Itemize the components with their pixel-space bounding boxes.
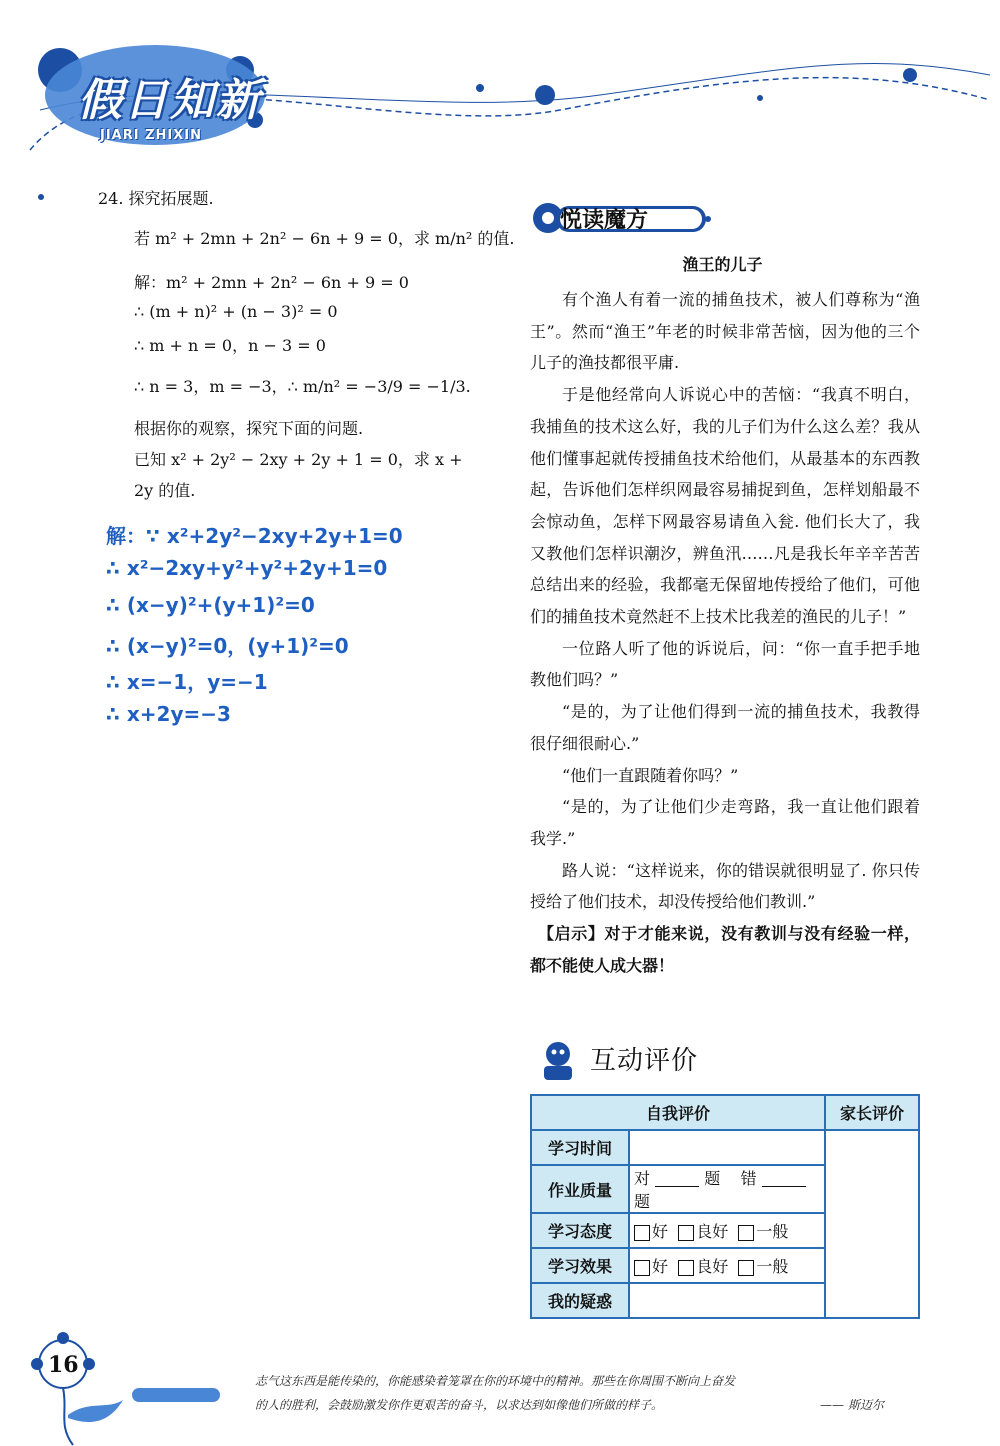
solution-line-3: ∴ m + n = 0，n − 3 = 0 <box>134 336 326 355</box>
option-label: 良好 <box>696 1222 729 1241</box>
solution-line-1: 解：m² + 2mn + 2n² − 6n + 9 = 0 <box>134 273 409 292</box>
story-insight: 【启示】对于才能来说，没有教训与没有经验一样，都不能使人成大器！ <box>530 924 920 975</box>
problem-number: 24. 探究拓展题. <box>98 189 214 208</box>
bullet-dot <box>38 194 44 200</box>
question-unit: 题 <box>634 1192 651 1211</box>
problem-task-line-2: 2y 的值. <box>134 481 196 500</box>
footer-quote-line-2: 的人的胜利，会鼓励激发你作更艰苦的奋斗，以求达到如像他们所做的样子。 <box>255 1398 664 1412</box>
wrong-label: 错 <box>740 1169 757 1188</box>
evaluation-table <box>530 1094 920 1319</box>
checkbox-fine[interactable] <box>678 1225 694 1241</box>
flower-icon <box>28 1330 138 1446</box>
problem-statement: 若 m² + 2mn + 2n² − 6n + 9 = 0，求 m/n² 的值. <box>134 229 515 248</box>
parent-eval-field[interactable] <box>825 1130 919 1318</box>
footer-tag <box>132 1388 220 1402</box>
logo-title: 假日知新 <box>78 75 262 126</box>
answer-line-2: ∴ x²−2xy+y²+y²+2y+1=0 <box>106 556 388 580</box>
option-label: 一般 <box>756 1257 789 1276</box>
story-paragraph: “是的，为了让他们得到一流的捕鱼技术，我教得很仔细很耐心.” <box>530 702 920 753</box>
option-label: 良好 <box>696 1257 729 1276</box>
question-unit: 题 <box>704 1169 721 1188</box>
answer-line-5: ∴ x=−1，y=−1 <box>106 670 268 694</box>
right-count-blank[interactable] <box>655 1172 699 1187</box>
story-paragraph: 一位路人听了他的诉说后，问：“你一直手把手地教他们吗？” <box>530 638 920 690</box>
story-paragraph: “他们一直跟随着你吗？” <box>562 765 739 785</box>
answer-line-4: ∴ (x−y)²=0，(y+1)²=0 <box>106 634 349 658</box>
story-paragraph: 有个渔人有着一流的捕鱼技术，被人们尊称为“渔王”。然而“渔王”年老的时候非常苦恼，因为他的三个儿子的渔技都很平庸. <box>530 290 920 373</box>
checkbox-ok[interactable] <box>738 1260 754 1276</box>
checkbox-fine[interactable] <box>678 1260 694 1276</box>
answer-line-1: 解：∵ x²+2y²−2xy+2y+1=0 <box>106 524 403 548</box>
page-number: 16 <box>48 1352 79 1378</box>
evaluation-title: 互动评价 <box>590 1046 699 1076</box>
option-label: 好 <box>652 1257 669 1276</box>
row-label-quality: 作业质量 <box>531 1165 629 1213</box>
problem-prompt: 根据你的观察，探究下面的问题. <box>134 419 364 438</box>
solution-line-4: ∴ n = 3，m = −3，∴ m/n² = −3/9 = −1/3. <box>134 377 471 396</box>
story-paragraph: 于是他经常向人诉说心中的苦恼：“我真不明白，我捕鱼的技术这么好，我的儿子们为什么这么差？我从他们懂事起就传授捕鱼技术给他们，从最基本的东西教起，告诉他们怎样织网最容易捕捉到鱼，怎样划船最不会惊动鱼，怎样下网最容易请鱼入瓮. 他们长大了，我又教他们怎样识潮汐，辨鱼汛……凡是我长年辛辛苦苦总结出来的经验，我都毫无保留地传授给了他们，可他们的捕鱼技术竟然赶不上技术比我差的渔民的儿子！” <box>530 385 920 627</box>
wrong-count-blank[interactable] <box>762 1172 806 1187</box>
time-field[interactable] <box>629 1130 825 1165</box>
section-title: 悦读魔方 <box>560 208 649 233</box>
effect-options <box>629 1248 825 1283</box>
option-label: 好 <box>652 1222 669 1241</box>
footer-quote-author: —— 斯迈尔 <box>820 1398 884 1412</box>
problem-task-line-1: 已知 x² + 2y² − 2xy + 2y + 1 = 0，求 x + <box>134 450 463 469</box>
self-eval-header: 自我评价 <box>531 1095 825 1130</box>
mascot-icon <box>534 1036 582 1084</box>
story-title: 渔王的儿子 <box>682 255 763 274</box>
story-paragraph: “是的，为了让他们少走弯路，我一直让他们跟着我学.” <box>530 797 920 848</box>
checkbox-good[interactable] <box>634 1260 650 1276</box>
row-label-attitude: 学习态度 <box>531 1213 629 1248</box>
answer-line-6: ∴ x+2y=−3 <box>106 702 231 726</box>
doubt-field[interactable] <box>629 1283 825 1318</box>
row-label-doubt: 我的疑惑 <box>531 1283 629 1318</box>
right-label: 对 <box>634 1169 651 1188</box>
solution-line-2: ∴ (m + n)² + (n − 3)² = 0 <box>134 302 338 321</box>
quality-field <box>629 1165 825 1213</box>
story-body <box>530 284 920 981</box>
checkbox-ok[interactable] <box>738 1225 754 1241</box>
option-label: 一般 <box>756 1222 789 1241</box>
checkbox-good[interactable] <box>634 1225 650 1241</box>
row-label-effect: 学习效果 <box>531 1248 629 1283</box>
row-label-time: 学习时间 <box>531 1130 629 1165</box>
footer-quote-line-1: 志气这东西是能传染的，你能感染着笼罩在你的环境中的精神。那些在你周围不断向上奋发 <box>255 1374 736 1388</box>
story-paragraph: 路人说：“这样说来，你的错误就很明显了. 你只传授给了他们技术，却没传授给他们教训.” <box>530 860 920 912</box>
attitude-options <box>629 1213 825 1248</box>
parent-eval-header: 家长评价 <box>825 1095 919 1130</box>
logo-pinyin: JIARI ZHIXIN <box>100 128 202 143</box>
answer-line-3: ∴ (x−y)²+(y+1)²=0 <box>106 593 315 617</box>
